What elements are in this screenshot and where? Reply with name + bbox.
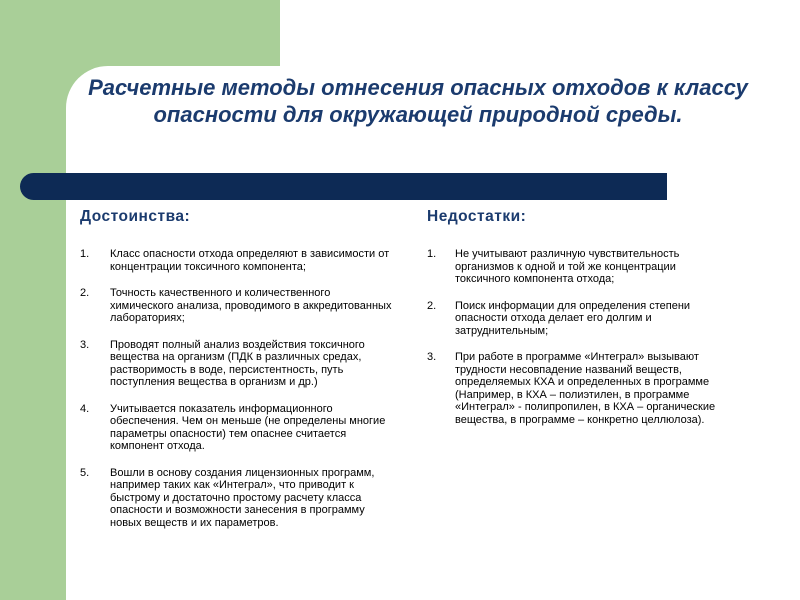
slide-title: Расчетные методы отнесения опасных отходов к классу опасности для окружающей природной среды. [88,75,748,127]
disadvantage-item-1 [427,248,727,286]
title-divider-bar [20,173,667,200]
disadvantage-item-3 [427,351,727,426]
item-number: 2. [80,287,90,299]
item-number: 5. [80,466,90,479]
item-text: Не учитывают различную чувствительность организмов к одной и той же концентрации токсичного компонента отхода; [455,248,680,285]
advantages-column [80,208,395,543]
item-text: Учитывается показатель информационного обеспечения. Чем он меньше (не определены многие параметры опасности) тем опаснее считается компонент отхода. [110,402,386,452]
item-text: Вошли в основу создания лицензионных программ, например таких как «Интеграл», что приводит к быстрому и достаточно простому расчету класса опасности и возможности занесения в программу новых веществ и их параметров. [110,466,375,529]
item-text: При работе в программе «Интеграл» вызывают трудности несовпадение названий веществ, определяемых КХА и определенных в программе (Например, в КХА – полиэтилен, в программе «Интеграл» - полипропилен, в КХА – органические вещества, в программе – конкретно целлюлоза). [455,351,716,426]
advantages-list [80,248,395,529]
item-number: 1. [80,248,90,260]
item-number: 2. [427,299,437,312]
advantage-item-2 [80,287,395,325]
advantage-item-1 [80,248,395,273]
item-text: Точность качественного и количественного химического анализа, проводимого в аккредитованных лабораториях; [110,287,392,324]
disadvantages-heading: Недостатки: [427,208,527,225]
item-number: 3. [427,351,437,363]
item-text: Поиск информации для определения степени опасности отхода делает его долгим и затруднительным; [455,299,691,337]
advantage-item-4 [80,403,395,453]
advantage-item-3 [80,339,395,389]
advantages-heading: Достоинства: [80,208,191,225]
disadvantages-list [427,248,727,426]
disadvantages-column [427,208,727,440]
green-left-strip [0,0,66,600]
item-text: Проводят полный анализ воздействия токсичного вещества на организм (ПДК в различных средах, растворимость в воде, персистентность, путь поступления вещества в организм и др.) [110,338,365,388]
disadvantage-item-2 [427,300,727,338]
item-number: 4. [80,402,90,415]
item-text: Класс опасности отхода определяют в зависимости от концентрации токсичного компонента; [110,248,390,273]
advantage-item-5 [80,467,395,530]
item-number: 3. [80,338,90,351]
item-number: 1. [427,248,437,260]
